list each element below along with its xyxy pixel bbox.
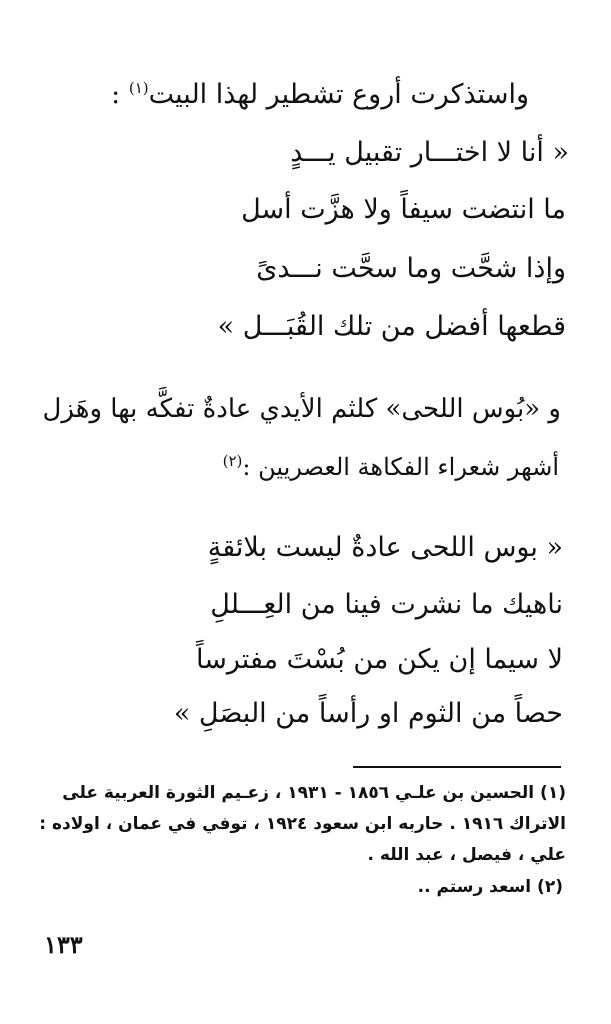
footnote-divider xyxy=(353,766,561,768)
prose-line-2 xyxy=(223,450,559,484)
heading-colon: : xyxy=(111,79,121,110)
prose-line-2-text: أشهر شعراء الفكاهة العصريين : xyxy=(242,453,559,481)
poem-one-line-2: ما انتضت سيفاً ولا هزَّت أسل xyxy=(241,194,566,225)
poem-two-line-4: حصاً من الثوم او رأساً من البصَلِ » xyxy=(173,698,563,729)
poem-one-line-4: قطعها أفضل من تلك القُبَـــل » xyxy=(217,311,566,342)
footnote-line-3: علي ، فيصل ، عبد الله . xyxy=(367,845,566,865)
poem-one-line-3: وإذا شحَّت وما سحَّت نـــدىً xyxy=(256,253,566,284)
footnote-line-2: الاتراك ١٩١٦ . حاربه ابن سعود ١٩٢٤ ، توفي في عمان ، اولاده : xyxy=(39,814,566,834)
heading-text: واستذكرت أروع تشطير لهذا البيت xyxy=(148,79,529,110)
footnote-line-4: (٢) اسعد رستم .. xyxy=(417,877,563,897)
prose-line-1: و «بُوس اللحى» كلثم الأيدي عادةٌ تفكَّه بها وهَزل xyxy=(42,394,561,424)
footnote-line-1: (١) الحسين بن علـي ١٨٥٦ - ١٩٣١ ، زعـيم الثورة العربية على xyxy=(62,783,566,803)
poem-two-line-2: ناهيك ما نشرت فينا من العِـــللِ xyxy=(210,589,563,620)
poem-two-line-3: لا سيما إن يكن من بُسْتَ مفترساً xyxy=(196,644,563,675)
poem-two-line-1: « بوس اللحى عادةٌ ليست بلائقةٍ xyxy=(207,532,563,563)
page-number: ١٣٣ xyxy=(44,930,83,959)
footnote-ref-1: (١) xyxy=(128,79,149,97)
footnote-ref-2: (٢) xyxy=(222,452,243,470)
poem-one-line-1: « أنا لا اختـــار تقبيل يـــدٍ xyxy=(290,137,569,168)
section-heading xyxy=(111,78,529,112)
